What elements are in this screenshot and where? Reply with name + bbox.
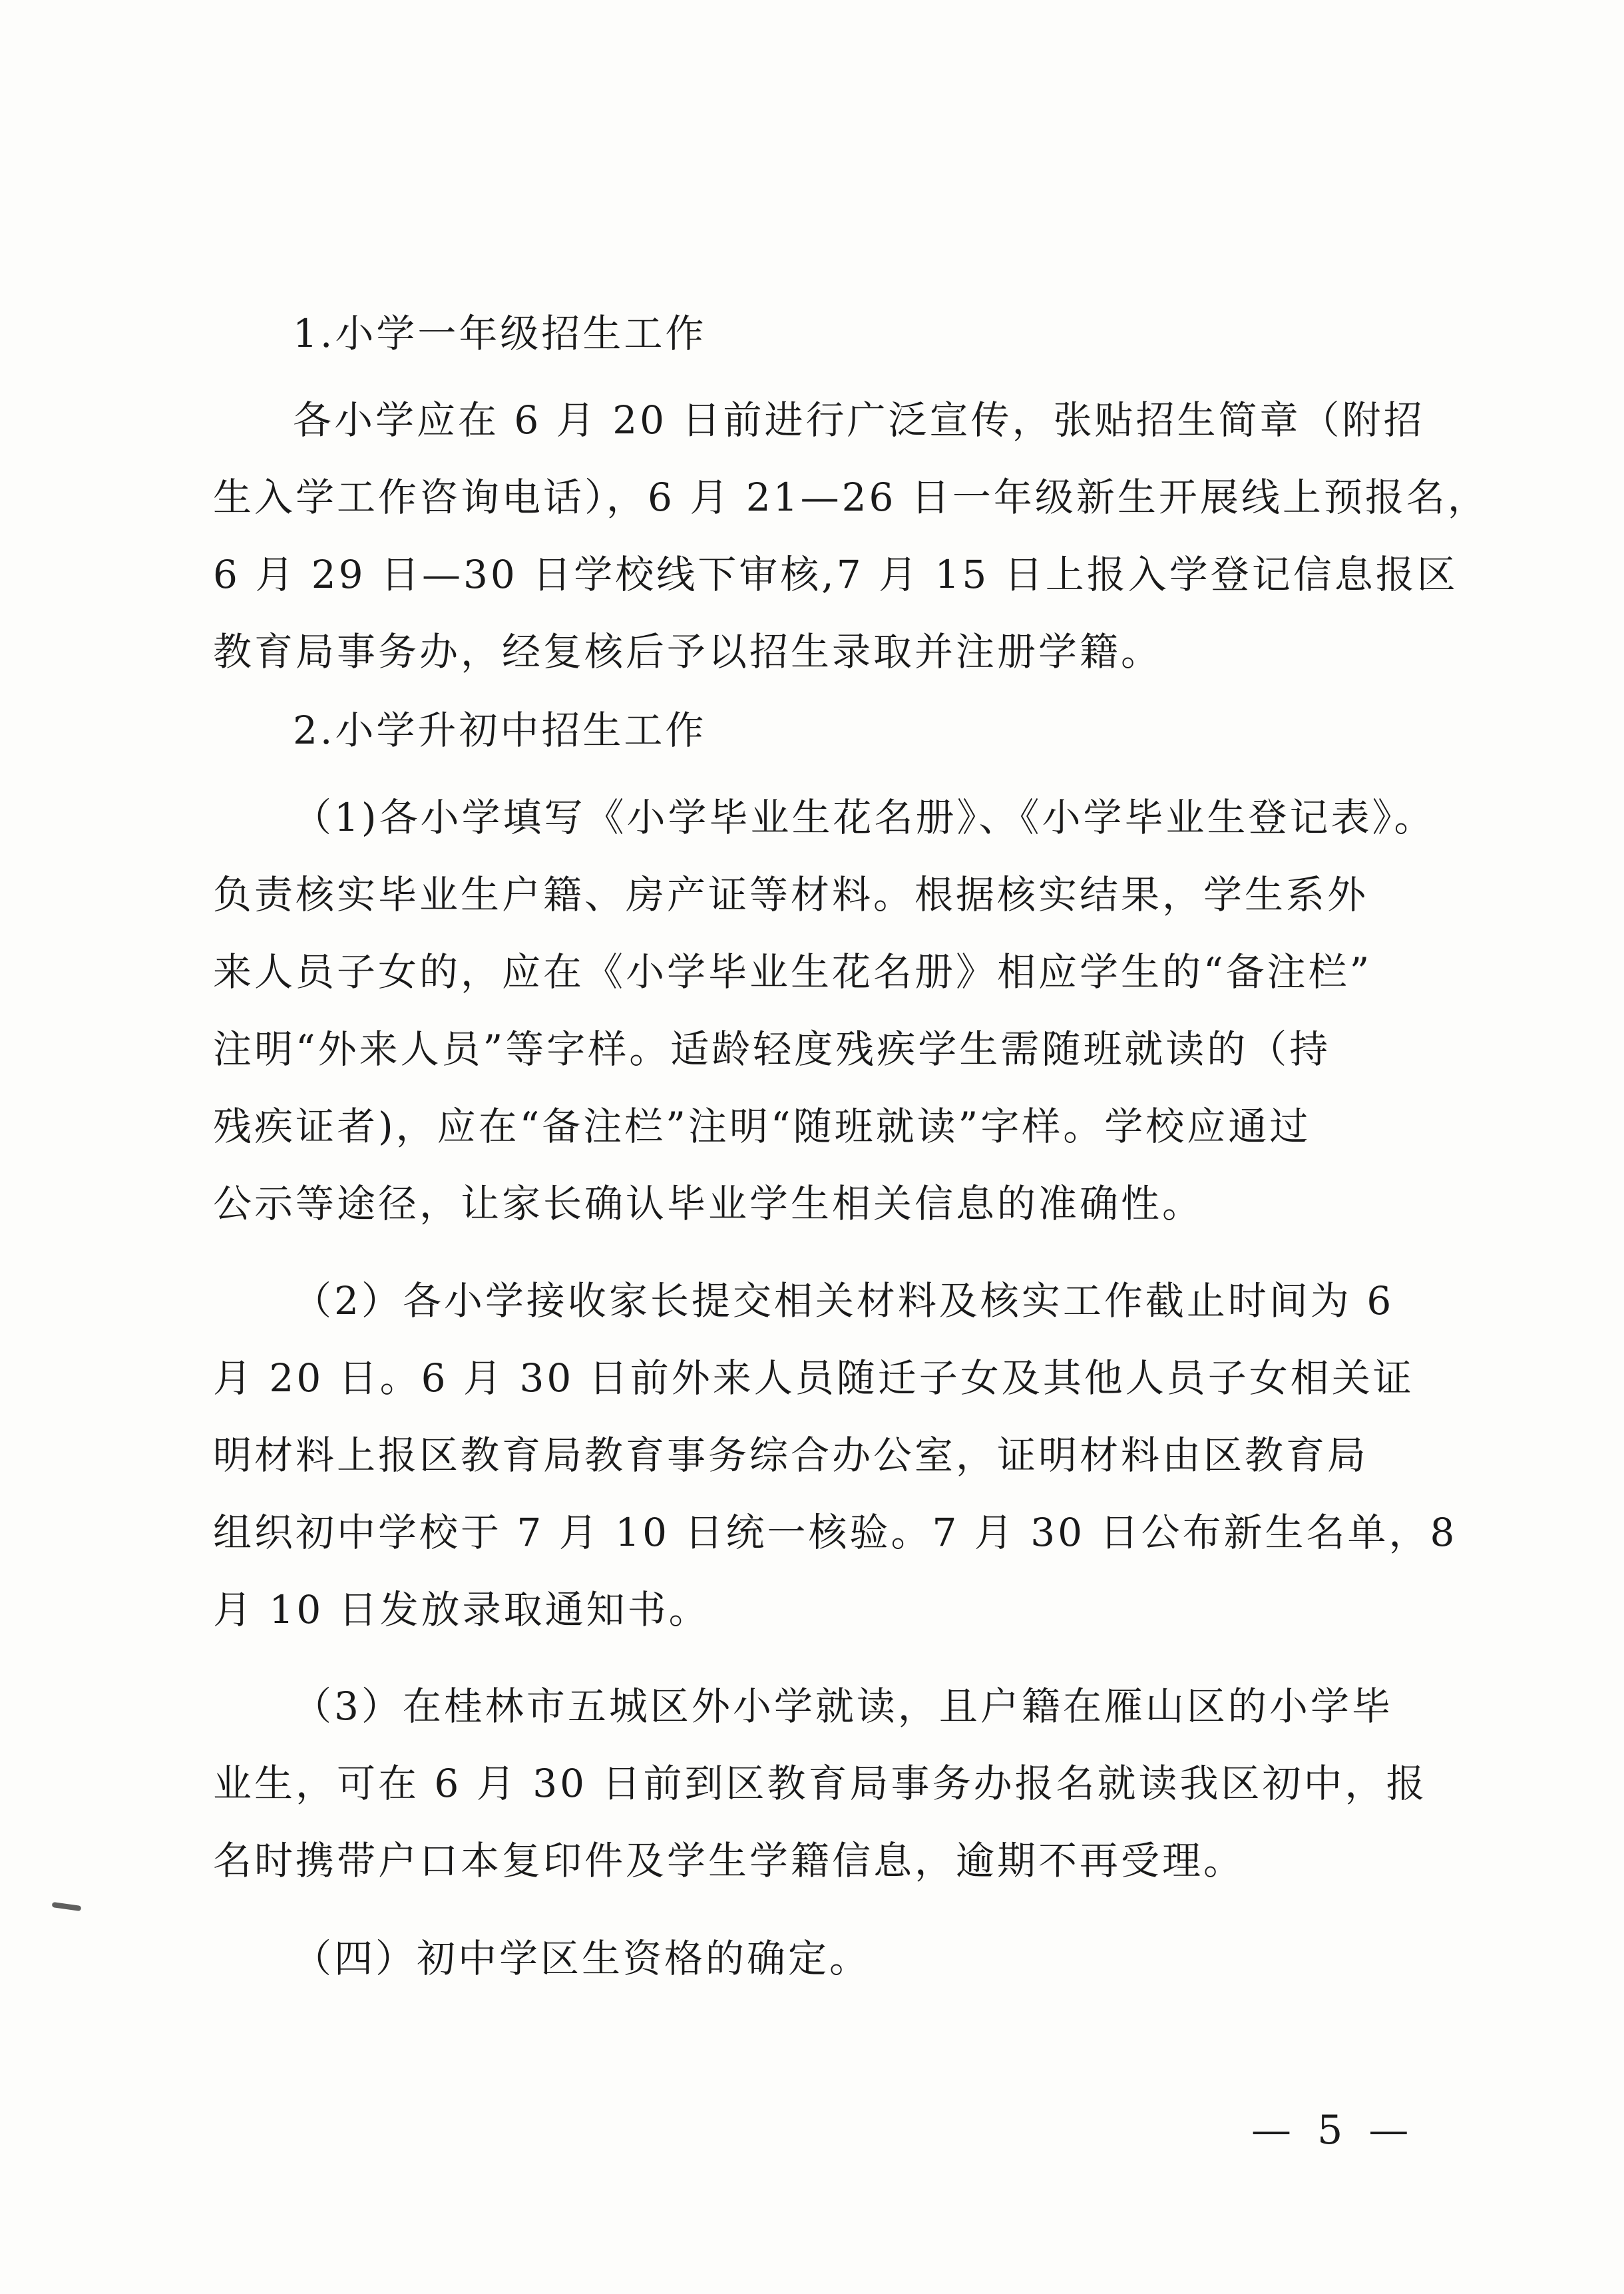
paragraph-line: 组织初中学校于 7 月 10 日统一核验。7 月 30 日公布新生名单，8 xyxy=(213,1510,1458,1555)
paragraph-line: 负责核实毕业生户籍、房产证等材料。根据核实结果，学生系外 xyxy=(213,872,1369,917)
paragraph-line: 教育局事务办，经复核后予以招生录取并注册学籍。 xyxy=(213,629,1163,674)
paragraph-line: 残疾证者)，应在“备注栏”注明“随班就读”字样。学校应通过 xyxy=(213,1104,1311,1149)
paragraph-line: （2）各小学接收家长提交相关材料及核实工作截止时间为 6 xyxy=(293,1278,1394,1323)
paragraph-line: 公示等途径，让家长确认毕业学生相关信息的准确性。 xyxy=(213,1181,1204,1226)
paragraph-line: 月 20 日。6 月 30 日前外来人员随迁子女及其他人员子女相关证 xyxy=(213,1355,1414,1401)
section-heading-2: 2.小学升初中招生工作 xyxy=(293,708,707,753)
page-number: — 5 — xyxy=(1251,2107,1416,2154)
paragraph-line: 注明“外来人员”等字样。适龄轻度残疾学生需随班就读的（持 xyxy=(213,1027,1331,1072)
paragraph-line: 6 月 29 日—30 日学校线下审核,7 月 15 日上报入学登记信息报区 xyxy=(213,552,1458,597)
paragraph-line: 各小学应在 6 月 20 日前进行广泛宣传，张贴招生简章（附招 xyxy=(293,397,1425,443)
paragraph-line: 来人员子女的，应在《小学毕业生花名册》相应学生的“备注栏” xyxy=(213,949,1372,995)
paragraph-line: 明材料上报区教育局教育事务综合办公室，证明材料由区教育局 xyxy=(213,1433,1369,1478)
paragraph-line: 名时携带户口本复印件及学生学籍信息，逾期不再受理。 xyxy=(213,1838,1245,1883)
paragraph-line: 业生，可在 6 月 30 日前到区教育局事务办报名就读我区初中，报 xyxy=(213,1761,1428,1806)
section-heading-1: 1.小学一年级招生工作 xyxy=(293,311,707,356)
paragraph-line: 月 10 日发放录取通知书。 xyxy=(213,1587,710,1632)
paragraph-line: （1)各小学填写《小学毕业生花名册》、《小学毕业生登记表》。 xyxy=(293,795,1436,840)
section-heading-4: （四）初中学区生资格的确定。 xyxy=(293,1936,871,1981)
scan-artifact-mark xyxy=(52,1902,82,1911)
paragraph-line: 生入学工作咨询电话），6 月 21—26 日一年级新生开展线上预报名， xyxy=(213,475,1489,520)
paragraph-line: （3）在桂林市五城区外小学就读，且户籍在雁山区的小学毕 xyxy=(293,1684,1393,1729)
